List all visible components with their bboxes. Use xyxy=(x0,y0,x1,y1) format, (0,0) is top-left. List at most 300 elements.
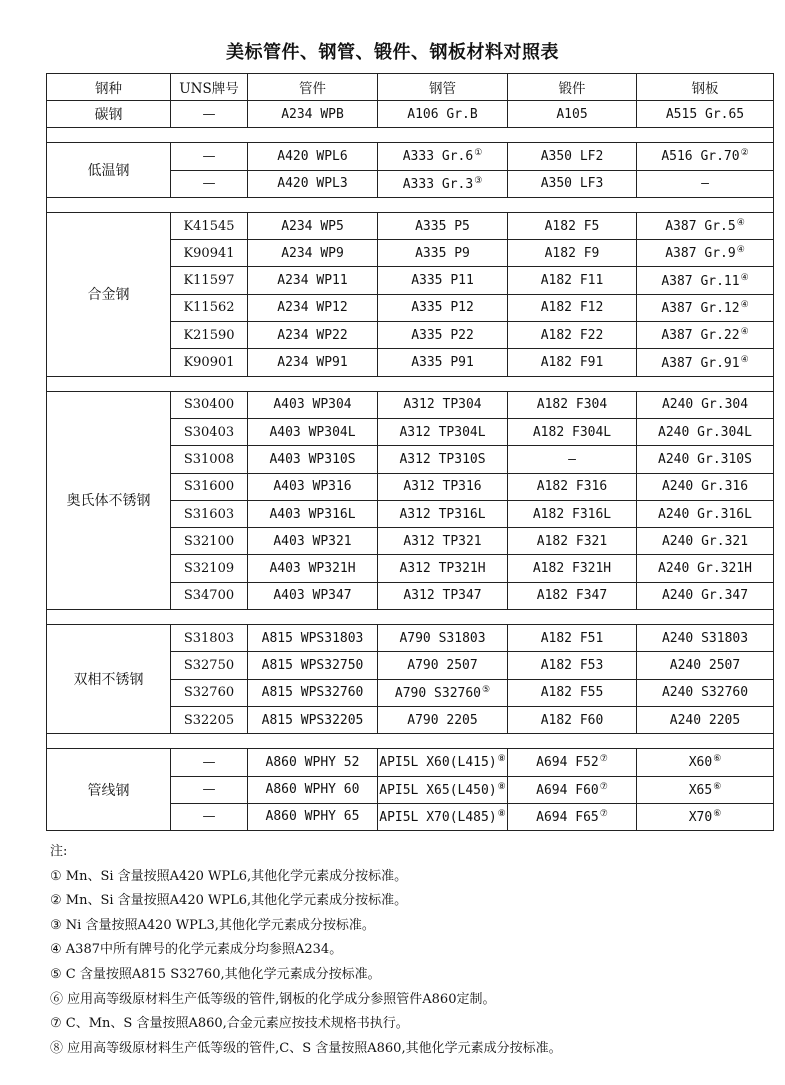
fitting-cell xyxy=(248,143,378,170)
forging-value: — xyxy=(568,451,576,467)
pipe-value: A312 TP321 xyxy=(403,533,482,549)
page-title: 美标管件、钢管、锻件、钢板材料对照表 xyxy=(226,42,559,63)
fitting-value: A234 WP5 xyxy=(281,218,344,234)
note-item: ① Mn、Si 含量按照A420 WPL6,其他化学元素成分按标准。 xyxy=(50,868,408,884)
fitting-value: A234 WPB xyxy=(281,106,344,122)
uns-cell xyxy=(171,803,248,830)
uns-value: S31600 xyxy=(183,479,235,495)
pipe-cell xyxy=(378,776,508,803)
fitting-cell xyxy=(248,706,378,733)
uns-value: — xyxy=(202,782,216,798)
forging-value: A182 F316 xyxy=(536,479,608,495)
plate-cell xyxy=(637,418,774,445)
fitting-cell xyxy=(248,803,378,830)
fitting-value: A815 WPS32760 xyxy=(261,685,364,701)
footnote-mark: ⑧ xyxy=(497,754,506,765)
fitting-cell xyxy=(248,349,378,376)
forging-cell xyxy=(508,528,637,555)
plate-cell xyxy=(637,267,774,294)
pipe-cell xyxy=(378,212,508,239)
plate-value: A240 Gr.316L xyxy=(658,506,752,522)
note-item: ④ A387中所有牌号的化学元素成分均参照A234。 xyxy=(50,942,343,958)
plate-cell xyxy=(637,446,774,473)
uns-cell xyxy=(171,749,248,776)
plate-value: A240 2205 xyxy=(669,712,741,728)
plate-value: X70 xyxy=(688,809,713,825)
forging-value: A105 xyxy=(556,106,588,122)
pipe-cell xyxy=(378,101,508,128)
uns-value: K90901 xyxy=(183,355,235,371)
fitting-cell xyxy=(248,473,378,500)
notes-section xyxy=(50,840,770,1061)
pipe-value: A312 TP347 xyxy=(403,588,482,604)
uns-cell xyxy=(171,528,248,555)
forging-cell xyxy=(508,625,637,652)
table-row xyxy=(47,101,774,128)
forging-cell xyxy=(508,240,637,267)
pipe-cell xyxy=(378,143,508,170)
plate-cell xyxy=(637,322,774,349)
forging-value: A350 LF2 xyxy=(540,148,604,164)
pipe-cell xyxy=(378,803,508,830)
forging-value: A182 F5 xyxy=(544,218,600,234)
group-separator-row xyxy=(47,128,774,143)
pipe-cell xyxy=(378,582,508,609)
footnote-mark: ⑦ xyxy=(599,754,608,765)
pipe-value: API5L X60(L415) xyxy=(379,755,497,771)
uns-value: S31603 xyxy=(183,506,235,522)
group-separator-row xyxy=(47,610,774,625)
forging-value: A182 F12 xyxy=(540,300,604,316)
forging-cell xyxy=(508,803,637,830)
pipe-cell xyxy=(378,294,508,321)
pipe-value: A312 TP316 xyxy=(403,479,482,495)
separator-cell xyxy=(47,610,774,625)
forging-cell xyxy=(508,143,637,170)
plate-cell xyxy=(637,582,774,609)
forging-value: A182 F60 xyxy=(540,712,604,728)
footnote-mark: ⑥ xyxy=(713,808,722,819)
pipe-cell xyxy=(378,500,508,527)
forging-cell xyxy=(508,101,637,128)
uns-cell xyxy=(171,679,248,706)
group-separator-row xyxy=(47,734,774,749)
pipe-cell xyxy=(378,625,508,652)
group-name-cell: 低温钢 xyxy=(47,143,171,198)
pipe-value: A106 Gr.B xyxy=(407,106,478,122)
forging-value: A182 F304 xyxy=(536,397,608,413)
table-row xyxy=(47,143,774,170)
plate-cell xyxy=(637,391,774,418)
pipe-cell xyxy=(378,528,508,555)
fitting-cell xyxy=(248,240,378,267)
uns-cell xyxy=(171,706,248,733)
plate-value: A240 Gr.304 xyxy=(661,397,749,413)
footnote-mark: ① xyxy=(474,148,483,159)
note-item: ⑤ C 含量按照A815 S32760,其他化学元素成分按标准。 xyxy=(50,966,381,982)
uns-value: S30403 xyxy=(183,424,235,440)
forging-value: A182 F316L xyxy=(532,506,612,522)
pipe-cell xyxy=(378,706,508,733)
pipe-value: A335 P11 xyxy=(411,273,474,289)
fitting-value: A815 WPS32750 xyxy=(261,657,364,673)
forging-cell xyxy=(508,706,637,733)
group-name-cell: 奥氏体不锈钢 xyxy=(47,391,171,609)
uns-cell xyxy=(171,322,248,349)
group-name-cell: 碳钢 xyxy=(47,101,171,128)
forging-cell xyxy=(508,500,637,527)
fitting-value: A420 WPL6 xyxy=(277,148,348,164)
pipe-value: A312 TP316L xyxy=(399,506,486,522)
pipe-cell xyxy=(378,267,508,294)
plate-value: A387 Gr.12 xyxy=(661,300,740,316)
footnote-mark: ⑥ xyxy=(713,781,722,792)
plate-cell xyxy=(637,170,774,197)
fitting-value: A815 WPS31803 xyxy=(261,630,364,646)
notes-heading: 注: xyxy=(50,844,68,859)
pipe-cell xyxy=(378,418,508,445)
pipe-cell xyxy=(378,322,508,349)
fitting-value: A403 WP316L xyxy=(269,506,356,522)
footnote-mark: ④ xyxy=(740,299,749,310)
plate-cell xyxy=(637,528,774,555)
plate-value: A240 Gr.304L xyxy=(658,424,752,440)
uns-cell xyxy=(171,101,248,128)
pipe-value: A790 2507 xyxy=(407,657,478,673)
header-pipe: 钢管 xyxy=(378,74,508,101)
forging-cell xyxy=(508,349,637,376)
forging-value: A182 F22 xyxy=(540,327,604,343)
fitting-cell xyxy=(248,418,378,445)
uns-value: — xyxy=(202,106,216,122)
uns-value: S32750 xyxy=(183,657,235,673)
note-item: ⑥ 应用高等级原材料生产低等级的管件,钢板的化学成分参照管件A860定制。 xyxy=(50,991,496,1007)
fitting-value: A860 WPHY 52 xyxy=(265,754,360,770)
forging-cell xyxy=(508,212,637,239)
footnote-mark: ④ xyxy=(740,272,749,283)
fitting-cell xyxy=(248,555,378,582)
plate-cell xyxy=(637,749,774,776)
header-forging: 锻件 xyxy=(508,74,637,101)
group-separator-row xyxy=(47,376,774,391)
pipe-cell xyxy=(378,749,508,776)
fitting-cell xyxy=(248,170,378,197)
fitting-value: A403 WP304 xyxy=(273,397,352,413)
pipe-cell xyxy=(378,446,508,473)
pipe-value: A335 P12 xyxy=(411,300,474,316)
pipe-value: A333 Gr.3 xyxy=(402,176,474,192)
plate-cell xyxy=(637,679,774,706)
forging-value: A694 F65 xyxy=(536,809,599,825)
plate-value: A387 Gr.22 xyxy=(661,328,740,344)
fitting-value: A403 WP304L xyxy=(269,424,356,440)
fitting-cell xyxy=(248,652,378,679)
pipe-cell xyxy=(378,473,508,500)
uns-cell xyxy=(171,555,248,582)
pipe-value: A790 2205 xyxy=(407,712,478,728)
forging-cell xyxy=(508,170,637,197)
fitting-value: A403 WP310S xyxy=(269,451,356,467)
fitting-cell xyxy=(248,749,378,776)
plate-value: A387 Gr.5 xyxy=(665,219,736,235)
fitting-value: A403 WP321H xyxy=(269,561,356,577)
footnote-mark: ② xyxy=(740,148,749,159)
fitting-value: A403 WP321 xyxy=(273,533,352,549)
group-name-cell: 合金钢 xyxy=(47,212,171,376)
plate-cell xyxy=(637,625,774,652)
note-item: ② Mn、Si 含量按照A420 WPL6,其他化学元素成分按标准。 xyxy=(50,893,408,909)
plate-cell xyxy=(637,473,774,500)
uns-value: S31008 xyxy=(183,451,235,467)
fitting-value: A860 WPHY 65 xyxy=(265,809,360,825)
fitting-cell xyxy=(248,446,378,473)
forging-value: A182 F304L xyxy=(532,424,612,440)
fitting-value: A234 WP91 xyxy=(277,355,348,371)
uns-value: S31803 xyxy=(183,630,235,646)
footnote-mark: ④ xyxy=(736,245,745,256)
plate-value: A240 S32760 xyxy=(661,685,749,701)
forging-value: A182 F321H xyxy=(532,561,612,577)
pipe-value: A790 S31803 xyxy=(399,630,486,646)
uns-cell xyxy=(171,212,248,239)
footnote-mark: ⑦ xyxy=(599,781,608,792)
table-row xyxy=(47,391,774,418)
fitting-value: A403 WP347 xyxy=(273,588,352,604)
separator-cell xyxy=(47,734,774,749)
plate-cell xyxy=(637,101,774,128)
uns-cell xyxy=(171,625,248,652)
plate-cell xyxy=(637,212,774,239)
fitting-cell xyxy=(248,625,378,652)
uns-cell xyxy=(171,776,248,803)
uns-cell xyxy=(171,170,248,197)
plate-cell xyxy=(637,349,774,376)
fitting-cell xyxy=(248,500,378,527)
forging-value: A182 F51 xyxy=(540,630,604,646)
plate-value: A387 Gr.9 xyxy=(665,246,736,262)
footnote-mark: ⑦ xyxy=(599,808,608,819)
table-row xyxy=(47,749,774,776)
footnote-mark: ④ xyxy=(740,327,749,338)
forging-cell xyxy=(508,749,637,776)
plate-cell xyxy=(637,500,774,527)
fitting-cell xyxy=(248,776,378,803)
footnote-mark: ④ xyxy=(736,218,745,229)
uns-value: S30400 xyxy=(183,397,235,413)
uns-value: S34700 xyxy=(183,588,235,604)
uns-value: — xyxy=(202,809,216,825)
footnote-mark: ⑧ xyxy=(497,808,506,819)
plate-cell xyxy=(637,143,774,170)
forging-cell xyxy=(508,418,637,445)
table-row xyxy=(47,212,774,239)
pipe-value: A312 TP310S xyxy=(399,451,486,467)
footnote-mark: ③ xyxy=(474,175,483,186)
uns-cell xyxy=(171,143,248,170)
plate-cell xyxy=(637,555,774,582)
uns-value: K90941 xyxy=(183,245,235,261)
table-body xyxy=(47,74,774,831)
pipe-cell xyxy=(378,679,508,706)
forging-cell xyxy=(508,267,637,294)
forging-value: A182 F53 xyxy=(540,657,604,673)
header-row xyxy=(47,74,774,101)
group-name-cell: 管线钢 xyxy=(47,749,171,831)
table-row xyxy=(47,625,774,652)
fitting-value: A234 WP9 xyxy=(281,245,344,261)
uns-value: S32205 xyxy=(183,712,235,728)
note-item: ⑦ C、Mn、S 含量按照A860,合金元素应按技术规格书执行。 xyxy=(50,1016,409,1032)
forging-cell xyxy=(508,294,637,321)
pipe-value: A335 P9 xyxy=(415,245,470,261)
uns-cell xyxy=(171,582,248,609)
forging-cell xyxy=(508,473,637,500)
forging-cell xyxy=(508,679,637,706)
uns-value: — xyxy=(202,148,216,164)
plate-value: A240 S31803 xyxy=(661,630,749,646)
separator-cell xyxy=(47,376,774,391)
plate-value: A240 Gr.316 xyxy=(661,479,749,495)
forging-cell xyxy=(508,391,637,418)
fitting-cell xyxy=(248,101,378,128)
uns-cell xyxy=(171,473,248,500)
uns-value: — xyxy=(202,754,216,770)
uns-value: S32109 xyxy=(183,561,235,577)
uns-cell xyxy=(171,652,248,679)
forging-value: A182 F91 xyxy=(540,355,604,371)
uns-cell xyxy=(171,267,248,294)
pipe-value: A312 TP304 xyxy=(403,397,482,413)
header-uns: UNS牌号 xyxy=(171,74,248,101)
plate-value: A516 Gr.70 xyxy=(661,149,740,165)
note-item: ⑧ 应用高等级原材料生产低等级的管件,C、S 含量按照A860,其他化学元素成分按标准。 xyxy=(50,1040,562,1056)
plate-value: A240 Gr.310S xyxy=(658,451,752,467)
footnote-mark: ④ xyxy=(740,354,749,365)
pipe-value: A335 P5 xyxy=(415,218,470,234)
forging-cell xyxy=(508,582,637,609)
forging-value: A182 F11 xyxy=(540,273,604,289)
uns-cell xyxy=(171,349,248,376)
pipe-value: A312 TP321H xyxy=(399,561,486,577)
fitting-value: A860 WPHY 60 xyxy=(265,782,360,798)
plate-cell xyxy=(637,652,774,679)
pipe-value: A335 P22 xyxy=(411,327,474,343)
fitting-value: A420 WPL3 xyxy=(277,176,348,192)
header-steel-type: 钢种 xyxy=(47,74,171,101)
plate-value: A240 Gr.347 xyxy=(661,588,749,604)
uns-cell xyxy=(171,446,248,473)
uns-cell xyxy=(171,240,248,267)
plate-value: A387 Gr.11 xyxy=(661,273,740,289)
forging-cell xyxy=(508,446,637,473)
pipe-value: API5L X70(L485) xyxy=(379,809,497,825)
plate-cell xyxy=(637,776,774,803)
uns-value: K21590 xyxy=(183,327,235,343)
pipe-value: A312 TP304L xyxy=(399,424,486,440)
fitting-cell xyxy=(248,679,378,706)
plate-value: X60 xyxy=(688,755,713,771)
uns-cell xyxy=(171,391,248,418)
note-item: ③ Ni 含量按照A420 WPL3,其他化学元素成分按标准。 xyxy=(50,917,375,933)
forging-value: A182 F347 xyxy=(536,588,608,604)
fitting-cell xyxy=(248,528,378,555)
pipe-value: A333 Gr.6 xyxy=(402,149,474,165)
fitting-value: A234 WP22 xyxy=(277,327,348,343)
uns-value: S32760 xyxy=(183,685,235,701)
pipe-cell xyxy=(378,240,508,267)
fitting-value: A234 WP12 xyxy=(277,300,348,316)
pipe-value: A790 S32760 xyxy=(394,685,481,701)
uns-value: K11562 xyxy=(183,300,235,316)
plate-cell xyxy=(637,803,774,830)
plate-value: A240 2507 xyxy=(669,657,741,673)
forging-value: A694 F60 xyxy=(536,782,599,798)
fitting-value: A234 WP11 xyxy=(277,273,348,289)
plate-value: — xyxy=(701,176,709,192)
forging-value: A182 F55 xyxy=(540,685,604,701)
forging-value: A182 F9 xyxy=(544,245,600,261)
uns-value: S32100 xyxy=(183,533,235,549)
plate-cell xyxy=(637,294,774,321)
pipe-cell xyxy=(378,170,508,197)
uns-cell xyxy=(171,294,248,321)
plate-value: A387 Gr.91 xyxy=(661,355,740,371)
pipe-value: A335 P91 xyxy=(411,355,474,371)
forging-value: A694 F52 xyxy=(536,755,599,771)
fitting-cell xyxy=(248,267,378,294)
material-table xyxy=(46,73,774,831)
forging-cell xyxy=(508,776,637,803)
pipe-cell xyxy=(378,349,508,376)
fitting-cell xyxy=(248,391,378,418)
plate-value: X65 xyxy=(688,782,713,798)
footnote-mark: ⑥ xyxy=(713,754,722,765)
pipe-cell xyxy=(378,391,508,418)
footnote-mark: ⑤ xyxy=(482,684,491,695)
forging-cell xyxy=(508,322,637,349)
plate-cell xyxy=(637,240,774,267)
group-separator-row xyxy=(47,197,774,212)
header-fitting: 管件 xyxy=(248,74,378,101)
forging-value: A182 F321 xyxy=(536,533,608,549)
fitting-value: A815 WPS32205 xyxy=(261,712,364,728)
uns-cell xyxy=(171,500,248,527)
forging-cell xyxy=(508,652,637,679)
pipe-value: API5L X65(L450) xyxy=(379,782,497,798)
header-plate: 钢板 xyxy=(637,74,774,101)
separator-cell xyxy=(47,197,774,212)
fitting-cell xyxy=(248,212,378,239)
plate-value: A240 Gr.321 xyxy=(661,533,749,549)
group-name-cell: 双相不锈钢 xyxy=(47,625,171,734)
plate-cell xyxy=(637,706,774,733)
fitting-cell xyxy=(248,294,378,321)
fitting-value: A403 WP316 xyxy=(273,479,352,495)
uns-cell xyxy=(171,418,248,445)
uns-value: — xyxy=(202,176,216,192)
forging-value: A350 LF3 xyxy=(540,176,604,192)
fitting-cell xyxy=(248,582,378,609)
plate-value: A515 Gr.65 xyxy=(665,106,745,122)
forging-cell xyxy=(508,555,637,582)
pipe-cell xyxy=(378,555,508,582)
plate-value: A240 Gr.321H xyxy=(658,561,752,577)
separator-cell xyxy=(47,128,774,143)
footnote-mark: ⑧ xyxy=(497,781,506,792)
uns-value: K11597 xyxy=(183,273,235,289)
fitting-cell xyxy=(248,322,378,349)
uns-value: K41545 xyxy=(183,218,235,234)
